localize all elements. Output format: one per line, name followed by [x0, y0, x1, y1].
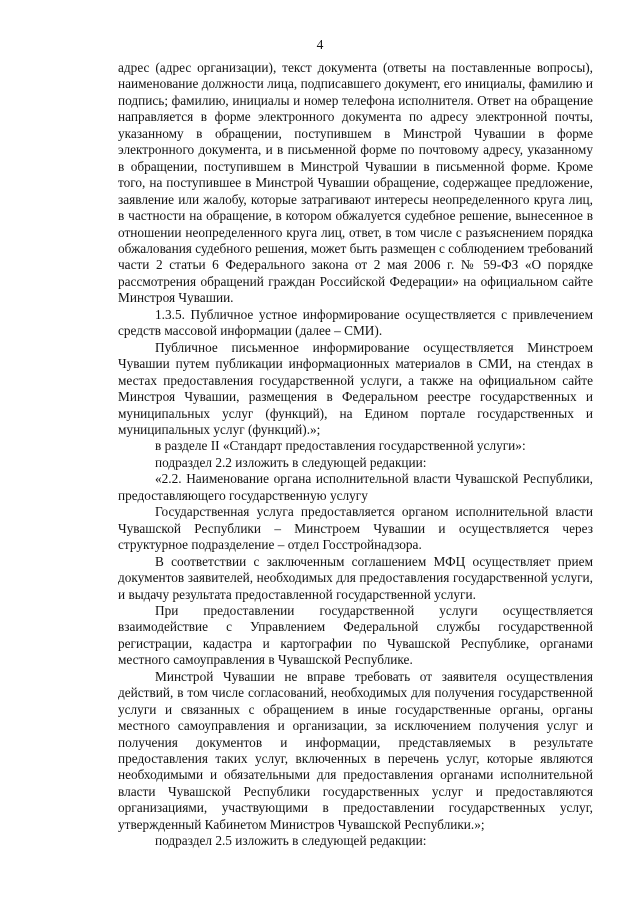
paragraph-8: В соответствии с заключенным соглашением МФЦ осуществляет прием документов заявителей, необходимых для предоставления государственной услуги, и выдачу результата предоставленной государственной услуги. — [118, 553, 593, 602]
paragraph-7: Государственная услуга предоставляется органом исполнительной власти Чувашской Республики – Минстроем Чувашии и осуществляется через структурное подразделение – отдел Госстройнадзора. — [118, 504, 593, 553]
body-text — [118, 60, 593, 850]
paragraph-5: подраздел 2.2 изложить в следующей редакции: — [155, 454, 427, 470]
paragraph-10: Минстрой Чувашии не вправе требовать от заявителя осуществления действий, в том числе согласований, необходимых для получения государственной услуги и связанных с обращением в иные государственные органы, органы местного самоуправления и организации, за исключением получения услуг и получения документов и информации, представляемых в результате предоставления таких услуг, включенных в перечень услуг, которые являются необходимыми и обязательными для предоставления органами исполнительной власти Чувашской Республики государственных услуг и предоставляются организациями, участвующими в предоставлении государственных услуг, утвержденный Кабинетом Министров Чувашской Республики.»; — [118, 668, 593, 832]
paragraph-1: адрес (адрес организации), текст документа (ответы на поставленные вопросы), наименование должности лица, подписавшего документ, его инициалы, фамилию и подпись; фамилию, инициалы и номер телефона исполнителя. Ответ на обращение направляется в форме электронного документа по адресу электронной почты, указанному в обращении, поступившем в Минстрой Чувашии в форме электронного документа, и в письменной форме по почтовому адресу, указанному в обращении, поступившем в Минстрой Чувашии в письменной форме. Кроме того, на поступившее в Минстрой Чувашии обращение, содержащее предложение, заявление или жалобу, которые затрагивают интересы неопределенного круга лиц, в частности на обращение, в котором обжалуется судебное решение, вынесенное в отношении неопределенного круга лиц, ответ, в том числе с разъяснением порядка обжалования судебного решения, может быть размещен с соблюдением требований части 2 статьи 6 Федерального закона от 2 мая 2006 г. № 59-ФЗ «О порядке рассмотрения обращений граждан Российской Федерации» на официальном сайте Минстроя Чувашии. — [118, 60, 593, 306]
page-number: 4 — [316, 37, 324, 52]
paragraph-6: «2.2. Наименование органа исполнительной власти Чувашской Республики, предоставляющего государственную услугу — [118, 471, 593, 503]
paragraph-11: подраздел 2.5 изложить в следующей редакции: — [155, 833, 427, 849]
paragraph-2: 1.3.5. Публичное устное информирование осуществляется с привлечением средств массовой информации (далее – СМИ). — [118, 306, 593, 339]
paragraph-3: Публичное письменное информирование осуществляется Минстроем Чувашии путем публикации информационных материалов в СМИ, на стендах в местах предоставления государственной услуги, а также на официальном сайте Минстроя Чувашии, размещения в Федеральном реестре государственных и муниципальных услуг (функций), на Едином портале государственных и муниципальных услуг (функций).»; — [118, 339, 593, 437]
paragraph-9: При предоставлении государственной услуги осуществляется взаимодействие с Управлением Федеральной службы государственной регистрации, кадастра и картографии по Чувашской Республике, органами местного самоуправления в Чувашской Республике. — [118, 602, 593, 668]
paragraph-4: в разделе II «Стандарт предоставления государственной услуги»: — [155, 438, 526, 454]
